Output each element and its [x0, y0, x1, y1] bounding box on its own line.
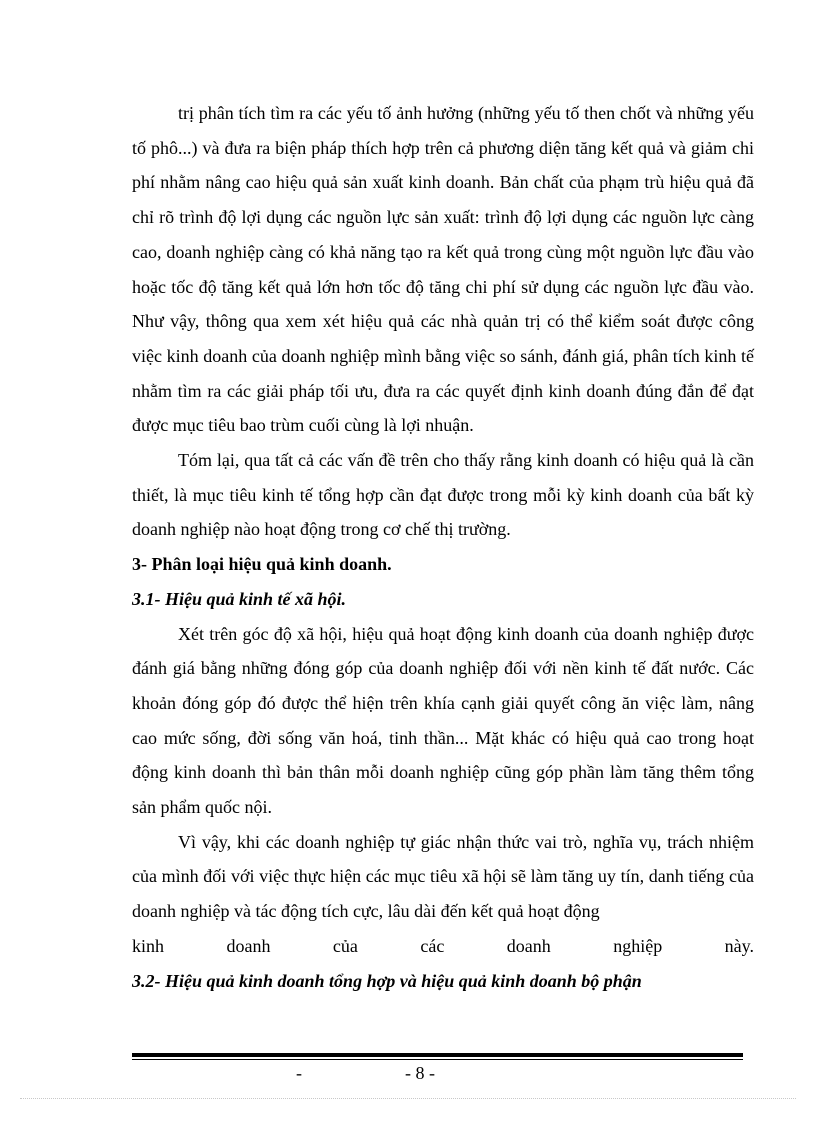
footer-rule-thick: [132, 1053, 743, 1057]
paragraph-summary: Tóm lại, qua tất cả các vấn đề trên cho thấy rằng kinh doanh có hiệu quả là cần thiết, là mục tiêu kinh tế tổng hợp cần đạt được trong mỗi kỳ kinh doanh của bất kỳ doanh nghiệp nào hoạt động trong cơ chế thị trường.: [132, 450, 754, 540]
subsection-heading-3-2: 3.2- Hiệu quả kinh doanh tổng hợp và hiệu quả kinh doanh bộ phận: [132, 970, 642, 991]
page-number: - 8 -: [405, 1063, 435, 1083]
page-body: [132, 96, 754, 998]
subsection-heading-3-1: 3.1- Hiệu quả kinh tế xã hội.: [132, 588, 347, 609]
paragraph-continuation: trị phân tích tìm ra các yếu tố ảnh hưởng (những yếu tố then chốt và những yếu tố phô...) và đưa ra biện pháp thích hợp trên cả phương diện tăng kết quả và giảm chi phí nhằm nâng cao hiệu quả sản xuất kinh doanh. Bản chất của phạm trù hiệu quả đã chỉ rõ trình độ lợi dụng các nguồn lực sản xuất: trình độ lợi dụng các nguồn lực càng cao, doanh nghiệp càng có khả năng tạo ra kết quả trong cùng một nguồn lực đầu vào hoặc tốc độ tăng kết quả lớn hơn tốc độ tăng chi phí sử dụng các nguồn lực đầu vào. Như vậy, thông qua xem xét hiệu quả các nhà quản trị có thể kiểm soát được công việc kinh doanh của doanh nghiệp mình bằng việc so sánh, đánh giá, phân tích kinh tế nhằm tìm ra các giải pháp tối ưu, đưa ra các quyết định kinh doanh đúng đắn để đạt được mục tiêu bao trùm cuối cùng là lợi nhuận.: [132, 103, 754, 436]
paragraph-therefore-last-line: kinh doanh của các doanh nghiệp này.: [132, 935, 754, 956]
footer-rule-thin: [132, 1059, 743, 1060]
footer-dash: -: [296, 1063, 302, 1083]
paragraph-therefore: Vì vậy, khi các doanh nghiệp tự giác nhận thức vai trò, nghĩa vụ, trách nhiệm của mình đối với việc thực hiện các mục tiêu xã hội sẽ làm tăng uy tín, danh tiếng của doanh nghiệp và tác động tích cực, lâu dài đến kết quả hoạt động: [132, 831, 754, 922]
paragraph-social-efficiency: Xét trên góc độ xã hội, hiệu quả hoạt động kinh doanh của doanh nghiệp được đánh giá bằng những đóng góp của doanh nghiệp đối với nền kinh tế đất nước. Các khoản đóng góp đó được thể hiện trên khía cạnh giải quyết công ăn việc làm, nâng cao mức sống, đời sống văn hoá, tinh thần... Mặt khác có hiệu quả cao trong hoạt động kinh doanh thì bản thân mỗi doanh nghiệp cũng góp phần làm tăng thêm tổng sản phẩm quốc nội.: [132, 623, 754, 818]
section-heading-3: 3- Phân loại hiệu quả kinh doanh.: [132, 554, 392, 575]
page-bottom-border: [20, 1098, 796, 1099]
